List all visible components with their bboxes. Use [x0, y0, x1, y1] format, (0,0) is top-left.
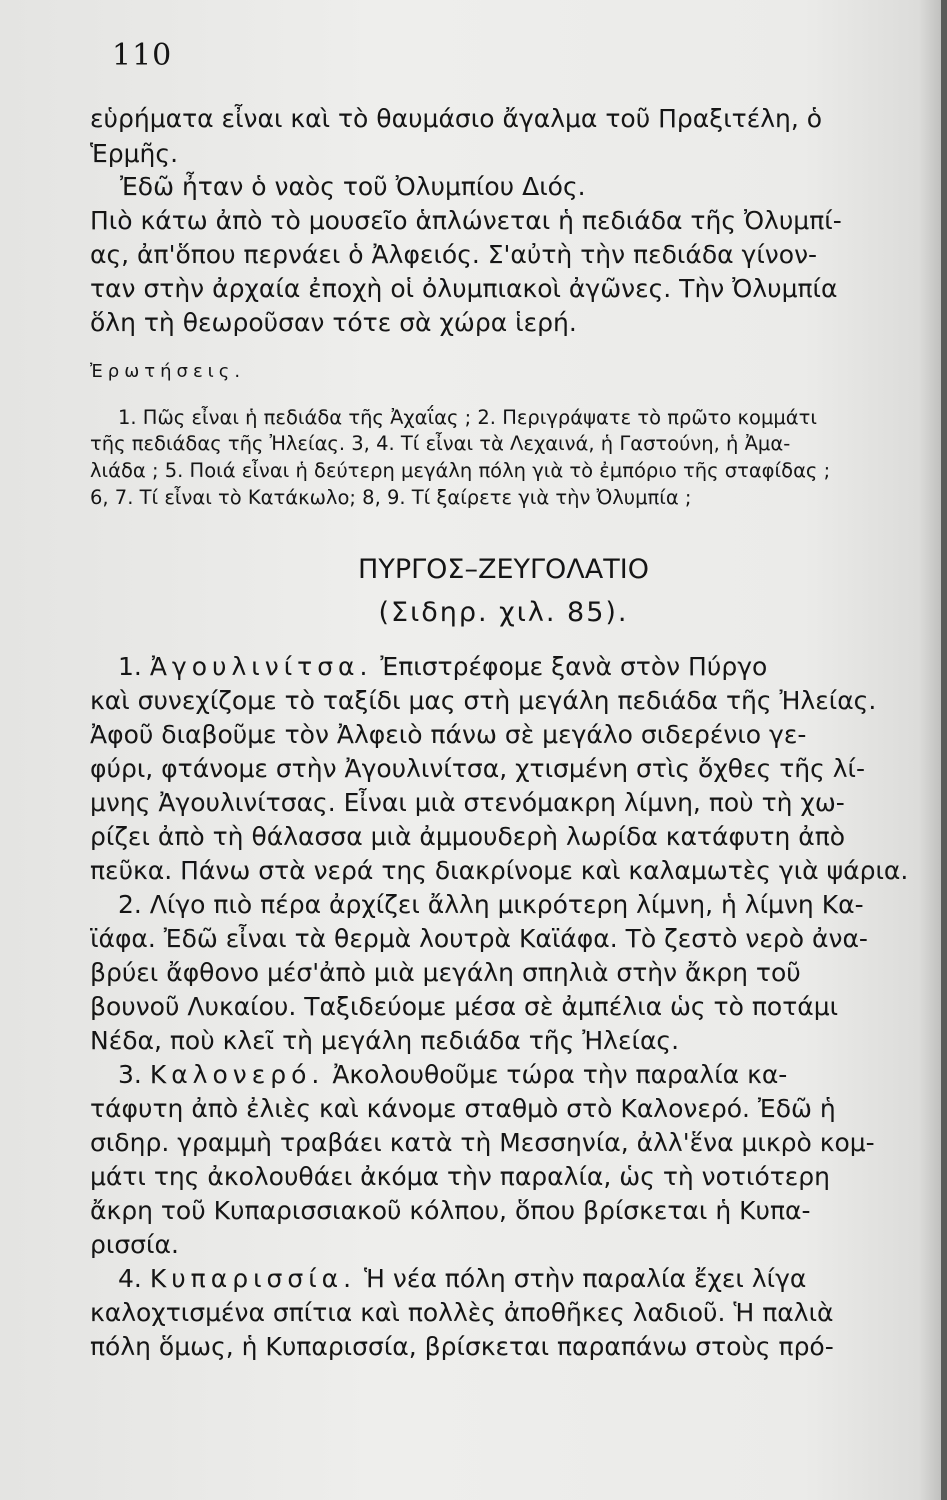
body-line: βουνοῦ Λυκαίου. Ταξιδεύομε μέσα σὲ ἀμπέλια ὡς τὸ ποτάμι: [90, 992, 839, 1021]
question-line: λιάδα ; 5. Ποιά εἶναι ἡ δεύτερη μεγάλη πόλη γιὰ τὸ ἐμπόριο τῆς σταφίδας ;: [90, 459, 831, 482]
intro-line: Πιὸ κάτω ἀπὸ τὸ μουσεῖο ἁπλώνεται ἡ πεδιάδα τῆς Ὀλυμπί-: [90, 206, 842, 235]
section-subtitle: (Σιδηρ. χιλ. 85).: [378, 597, 629, 628]
place-heading: Ἀγουλινίτσα.: [149, 652, 373, 681]
body-line: σιδηρ. γραμμὴ τραβάει κατὰ τὴ Μεσσηνία, ἀλλ'ἕνα μικρὸ κομ-: [90, 1128, 875, 1157]
body-line: Νέδα, ποὺ κλεῖ τὴ μεγάλη πεδιάδα τῆς Ἠλείας.: [90, 1026, 680, 1055]
body-line: πεῦκα. Πάνω στὰ νερά της διακρίνομε καὶ καλαμωτὲς γιὰ ψάρια.: [90, 856, 909, 885]
intro-line: εὑρήματα εἶναι καὶ τὸ θαυμάσιο ἄγαλμα τοῦ Πραξιτέλη, ὁ: [90, 104, 823, 133]
paragraph-start: [118, 1263, 806, 1295]
intro-line: Ἐδῶ ἦταν ὁ ναὸς τοῦ Ὀλυμπίου Διός.: [120, 172, 586, 201]
body-line: καὶ συνεχίζομε τὸ ταξίδι μας στὴ μεγάλη πεδιάδα τῆς Ἠλείας.: [90, 686, 877, 715]
book-spine-edge: [941, 0, 947, 1500]
body-line: ρισσία.: [90, 1230, 179, 1259]
body-line: τάφυτη ἀπὸ ἐλιὲς καὶ κάνομε σταθμὸ στὸ Καλονερό. Ἐδῶ ἡ: [90, 1094, 836, 1123]
page-number: 110: [112, 38, 173, 73]
paragraph-start: [118, 651, 767, 683]
body-line: καλοχτισμένα σπίτια καὶ πολλὲς ἀποθῆκες λαδιοῦ. Ἡ παλιὰ: [90, 1298, 834, 1327]
intro-line: Ἑρμῆς.: [90, 139, 179, 168]
body-line: Ἀφοῦ διαβοῦμε τὸν Ἀλφειὸ πάνω σὲ μεγάλο σιδερένιο γε-: [90, 720, 807, 749]
body-line: βρύει ἄφθονο μέσ'ἀπὸ μιὰ μεγάλη σπηλιὰ στὴν ἄκρη τοῦ: [90, 958, 801, 987]
body-line: 2. Λίγο πιὸ πέρα ἀρχίζει ἄλλη μικρότερη λίμνη, ἡ λίμνη Κα-: [118, 890, 864, 919]
question-line: τῆς πεδιάδας τῆς Ἠλείας. 3, 4. Τί εἶναι τὰ Λεχαινά, ἡ Γαστούνη, ἡ Ἀμα-: [90, 432, 791, 455]
paragraph-number: 1.: [118, 652, 142, 681]
question-line: 6, 7. Τί εἶναι τὸ Κατάκωλο; 8, 9. Τί ξαίρετε γιὰ τὴν Ὀλυμπία ;: [90, 486, 692, 509]
body-line: ἄκρη τοῦ Κυπαρισσιακοῦ κόλπου, ὅπου βρίσκεται ἡ Κυπα-: [90, 1196, 811, 1225]
intro-line: ας, ἀπ'ὅπου περνάει ὁ Ἀλφειός. Σ'αὐτὴ τὴν πεδιάδα γίνον-: [90, 240, 818, 269]
place-heading: Κυπαρισσία.: [149, 1264, 357, 1293]
paragraph-text: Ἐπιστρέφομε ξανὰ στὸν Πύργο: [372, 652, 768, 681]
paragraph-text: Ἀκολουθοῦμε τώρα τὴν παραλία κα-: [324, 1060, 788, 1089]
body-line: φύρι, φτάνομε στὴν Ἀγουλινίτσα, χτισμένη στὶς ὄχθες τῆς λί-: [90, 754, 865, 783]
place-heading: Καλονερό.: [149, 1060, 325, 1089]
paragraph-number: 3.: [118, 1060, 142, 1089]
body-line: ρίζει ἀπὸ τὴ θάλασσα μιὰ ἀμμουδερὴ λωρίδα κατάφυτη ἀπὸ: [90, 822, 846, 851]
body-line: μνης Ἀγουλινίτσας. Εἶναι μιὰ στενόμακρη λίμνη, ποὺ τὴ χω-: [90, 788, 845, 817]
body-line: μάτι της ἀκολουθάει ἀκόμα τὴν παραλία, ὡς τὴ νοτιότερη: [90, 1162, 831, 1191]
questions-label: Ἐρωτήσεις.: [90, 361, 246, 382]
section-title: ΠΥΡΓΟΣ–ΖΕΥΓΟΛΑΤΙΟ: [358, 554, 649, 585]
intro-line: ὅλη τὴ θεωροῦσαν τότε σὰ χώρα ἱερή.: [90, 308, 577, 337]
body-line: πόλη ὅμως, ἡ Κυπαρισσία, βρίσκεται παραπάνω στοὺς πρό-: [90, 1332, 834, 1361]
intro-line: ταν στὴν ἀρχαία ἐποχὴ οἱ ὀλυμπιακοὶ ἀγῶνες. Τὴν Ὀλυμπία: [90, 274, 838, 303]
paragraph-text: Ἡ νέα πόλη στὴν παραλία ἔχει λίγα: [356, 1264, 807, 1293]
body-line: ϊάφα. Ἐδῶ εἶναι τὰ θερμὰ λουτρὰ Καϊάφα. Τὸ ζεστὸ νερὸ ἀνα-: [90, 924, 868, 953]
paragraph-number: 4.: [118, 1264, 142, 1293]
paragraph-start: [118, 1059, 787, 1091]
question-line: 1. Πῶς εἶναι ἡ πεδιάδα τῆς Ἀχαΐας ; 2. Περιγράψατε τὸ πρῶτο κομμάτι: [118, 406, 817, 429]
